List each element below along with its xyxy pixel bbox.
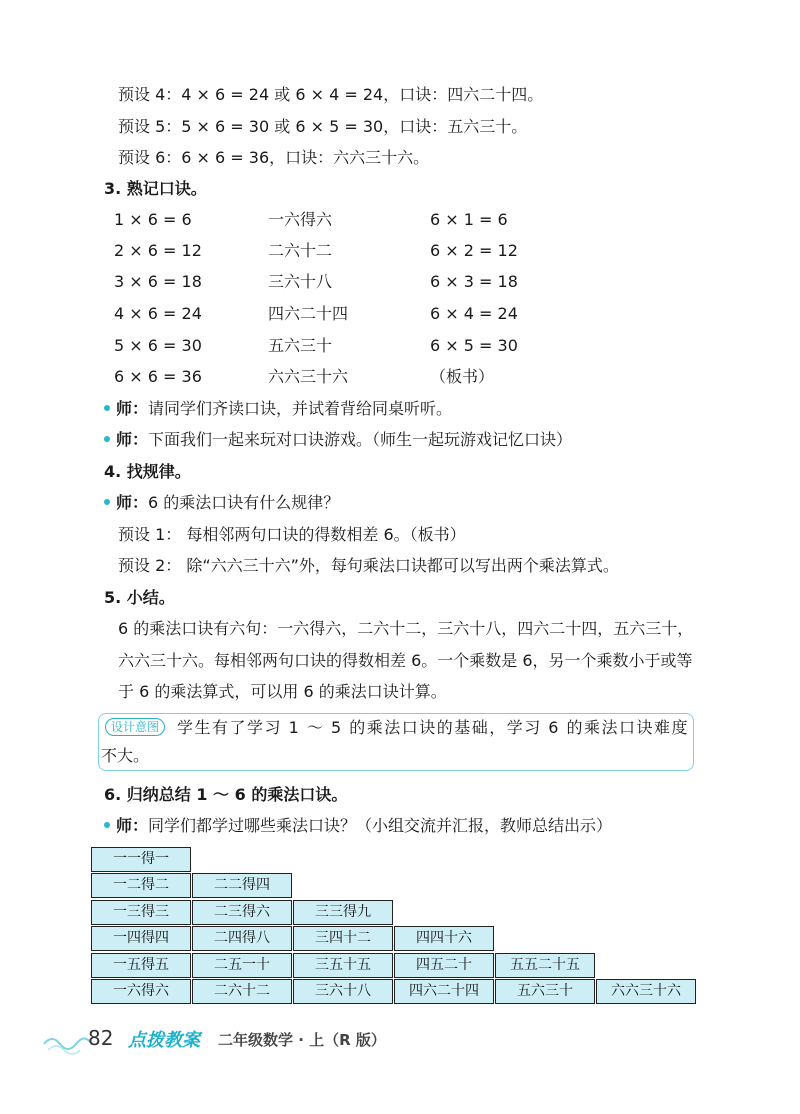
- table-cell: 二五一十: [192, 953, 292, 978]
- section-6-title: 6. 归纳总结 1 ～ 6 的乘法口诀。: [104, 785, 348, 804]
- koujue-row-6: 六六三十六: [268, 367, 349, 386]
- bullet-dot-icon: [104, 499, 110, 505]
- table-cell: 一二得二: [91, 873, 191, 898]
- eq-row-6: 6 × 6 = 36: [114, 367, 202, 386]
- eq-row-4: 4 × 6 = 24: [114, 304, 202, 323]
- table-cell: 一六得六: [91, 979, 191, 1004]
- pattern-preset-1: 预设 1： 每相邻两句口诀的得数相差 6。（板书）: [118, 525, 466, 544]
- wave-decoration-icon: [40, 1022, 92, 1058]
- summary-line-3: 于 6 的乘法算式，可以用 6 的乘法口诀计算。: [118, 682, 447, 701]
- rev-row-5: 6 × 5 = 30: [430, 336, 518, 355]
- eq-row-1: 1 × 6 = 6: [114, 210, 192, 229]
- board-note: （板书）: [430, 367, 495, 386]
- rev-row-1: 6 × 1 = 6: [430, 210, 508, 229]
- table-cell: 一三得三: [91, 900, 191, 925]
- eq-row-2: 2 × 6 = 12: [114, 241, 202, 260]
- teacher-line-read: [104, 398, 452, 420]
- koujue-row-5: 五六三十: [268, 336, 333, 355]
- table-cell: 四五二十: [394, 953, 494, 978]
- page-footer: [40, 1018, 460, 1058]
- koujue-row-1: 一六得六: [268, 210, 333, 229]
- teacher-text: 下面我们一起来玩对口诀游戏。（师生一起玩游戏记忆口诀）: [148, 430, 573, 449]
- design-intent-line-2: 不大。: [101, 746, 150, 765]
- table-cell: 三四十二: [293, 926, 393, 951]
- table-cell: 二三得六: [192, 900, 292, 925]
- table-cell: 一五得五: [91, 953, 191, 978]
- rev-row-2: 6 × 2 = 12: [430, 241, 518, 260]
- teacher-line-pattern: [104, 492, 339, 514]
- table-cell: 五六三十: [495, 979, 595, 1004]
- brand-logo: 点拨教案: [128, 1030, 200, 1051]
- bullet-dot-icon: [104, 405, 110, 411]
- teacher-label: 师：: [116, 399, 149, 418]
- pattern-preset-2: 预设 2： 除“六六三十六”外，每句乘法口诀都可以写出两个乘法算式。: [118, 556, 619, 575]
- preset-6: 预设 6：6 × 6 = 36，口诀：六六三十六。: [118, 148, 430, 167]
- teacher-line-summary: [104, 815, 612, 837]
- summary-line-2: 六六三十六。每相邻两句口诀的得数相差 6。一个乘数是 6，另一个乘数小于或等: [118, 651, 693, 670]
- teacher-label: 师：: [116, 430, 149, 449]
- teacher-line-game: [104, 429, 572, 451]
- eq-row-5: 5 × 6 = 30: [114, 336, 202, 355]
- table-cell: 二四得八: [192, 926, 292, 951]
- table-cell: 三六十八: [293, 979, 393, 1004]
- table-cell: 二二得四: [192, 873, 292, 898]
- teacher-label: 师：: [116, 816, 149, 835]
- teacher-text: 同学们都学过哪些乘法口诀？（小组交流并汇报，教师总结出示）: [148, 816, 613, 835]
- koujue-row-2: 二六十二: [268, 241, 333, 260]
- bullet-dot-icon: [104, 822, 110, 828]
- table-cell: 六六三十六: [596, 979, 696, 1004]
- table-cell: 一一得一: [91, 847, 191, 872]
- koujue-row-4: 四六二十四: [268, 304, 349, 323]
- page-number: 82: [88, 1026, 114, 1050]
- design-intent-box: [98, 713, 694, 771]
- design-intent-line-1: 学生有了学习 1 ～ 5 的乘法口诀的基础，学习 6 的乘法口诀难度: [177, 718, 690, 737]
- table-cell: 四六二十四: [394, 979, 494, 1004]
- table-cell: 二六十二: [192, 979, 292, 1004]
- rev-row-4: 6 × 4 = 24: [430, 304, 518, 323]
- preset-5: 预设 5：5 × 6 = 30 或 6 × 5 = 30，口诀：五六三十。: [118, 117, 528, 136]
- table-cell: 一四得四: [91, 926, 191, 951]
- summary-line-1: 6 的乘法口诀有六句：一六得六，二六十二，三六十八，四六二十四，五六三十，: [118, 619, 694, 638]
- table-cell: 三三得九: [293, 900, 393, 925]
- preset-4: 预设 4：4 × 6 = 24 或 6 × 4 = 24，口诀：四六二十四。: [118, 85, 544, 104]
- section-5-title: 5. 小结。: [104, 588, 175, 607]
- koujue-row-3: 三六十八: [268, 272, 333, 291]
- teacher-text: 6 的乘法口诀有什么规律？: [148, 493, 340, 512]
- section-3-title: 3. 熟记口诀。: [104, 179, 207, 198]
- table-cell: 三五十五: [293, 953, 393, 978]
- section-4-title: 4. 找规律。: [104, 462, 191, 481]
- table-cell: 四四十六: [394, 926, 494, 951]
- book-subtitle: 二年级数学 · 上（R 版）: [218, 1031, 386, 1049]
- design-intent-tag: 设计意图: [105, 718, 165, 736]
- teacher-text: 请同学们齐读口诀，并试着背给同桌听听。: [148, 399, 453, 418]
- table-cell: 五五二十五: [495, 953, 595, 978]
- rev-row-3: 6 × 3 = 18: [430, 272, 518, 291]
- multiplication-table: [91, 847, 701, 1007]
- teacher-label: 师：: [116, 493, 149, 512]
- bullet-dot-icon: [104, 436, 110, 442]
- eq-row-3: 3 × 6 = 18: [114, 272, 202, 291]
